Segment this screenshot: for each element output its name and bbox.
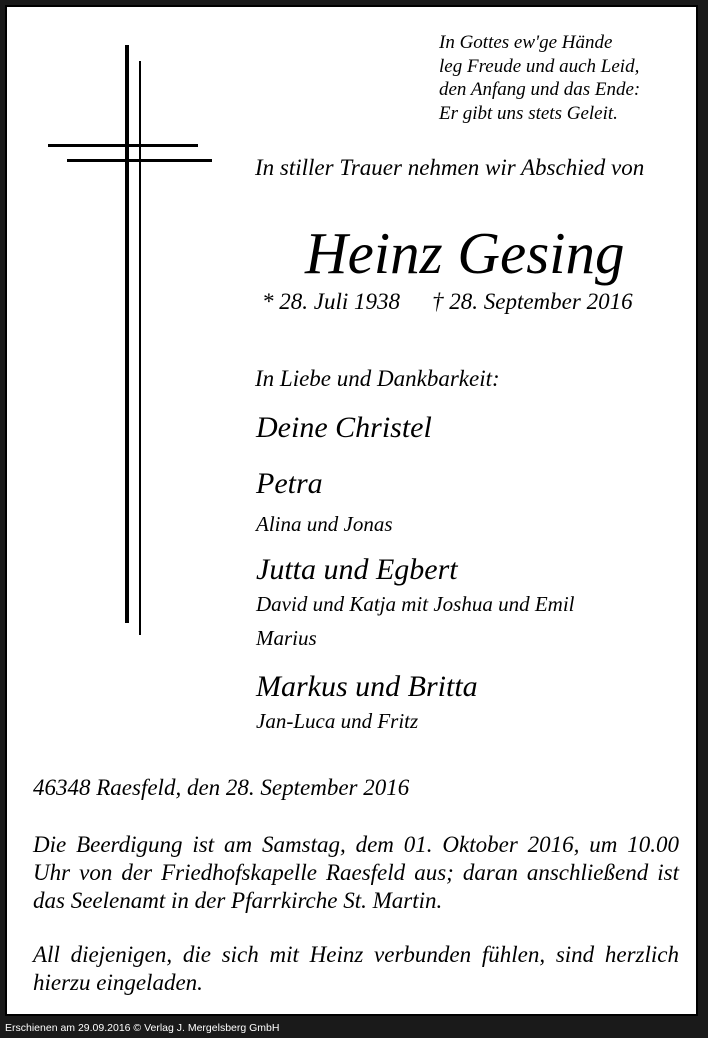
mourners-intro: In Liebe und Dankbarkeit: [255,366,500,391]
poem-line: den Anfang und das Ende: [439,79,641,100]
mourner-children: Jan-Luca und Fritz [256,709,419,733]
poem-line: In Gottes ew'ge Hände [439,32,613,53]
mourner-children: Marius [256,626,317,650]
birth-date: * 28. Juli 1938 [262,289,400,314]
cross-vertical-line [139,61,141,635]
poem [439,31,640,125]
mourner-name: Petra [256,467,323,500]
invitation-text: All diejenigen, die sich mit Heinz verbunden fühlen, sind herzlich hierzu eingeladen. [33,942,679,995]
mourner-children: Alina und Jonas [256,512,393,536]
funeral-text: Die Beerdigung ist am Samstag, dem 01. Oktober 2016, um 10.00 Uhr von der Friedhofskapelle Raesfeld aus; daran anschließend ist das Seelenamt in der Pfarrkirche St. Martin. [33,832,679,913]
mourner-name: Jutta und Egbert [256,553,458,586]
mourner-name: Markus und Britta [256,670,478,703]
death-date: † 28. September 2016 [432,289,633,314]
cross-horizontal-bar [48,144,198,147]
obituary-card [5,5,698,1016]
poem-line: Er gibt uns stets Geleit. [439,102,618,124]
life-dates [262,289,633,315]
publication-footer: Erschienen am 29.09.2016 © Verlag J. Mergelsberg GmbH [5,1022,280,1034]
intro-text: In stiller Trauer nehmen wir Abschied von [255,155,645,180]
mourner-name: Deine Christel [256,411,432,444]
deceased-name: Heinz Gesing [305,220,625,286]
cross-vertical-bar [125,45,129,623]
place-date: 46348 Raesfeld, den 28. September 2016 [33,775,410,800]
cross-horizontal-line [67,159,212,162]
poem-line: leg Freude und auch Leid, [439,55,640,77]
mourner-children: David und Katja mit Joshua und Emil [256,592,575,616]
